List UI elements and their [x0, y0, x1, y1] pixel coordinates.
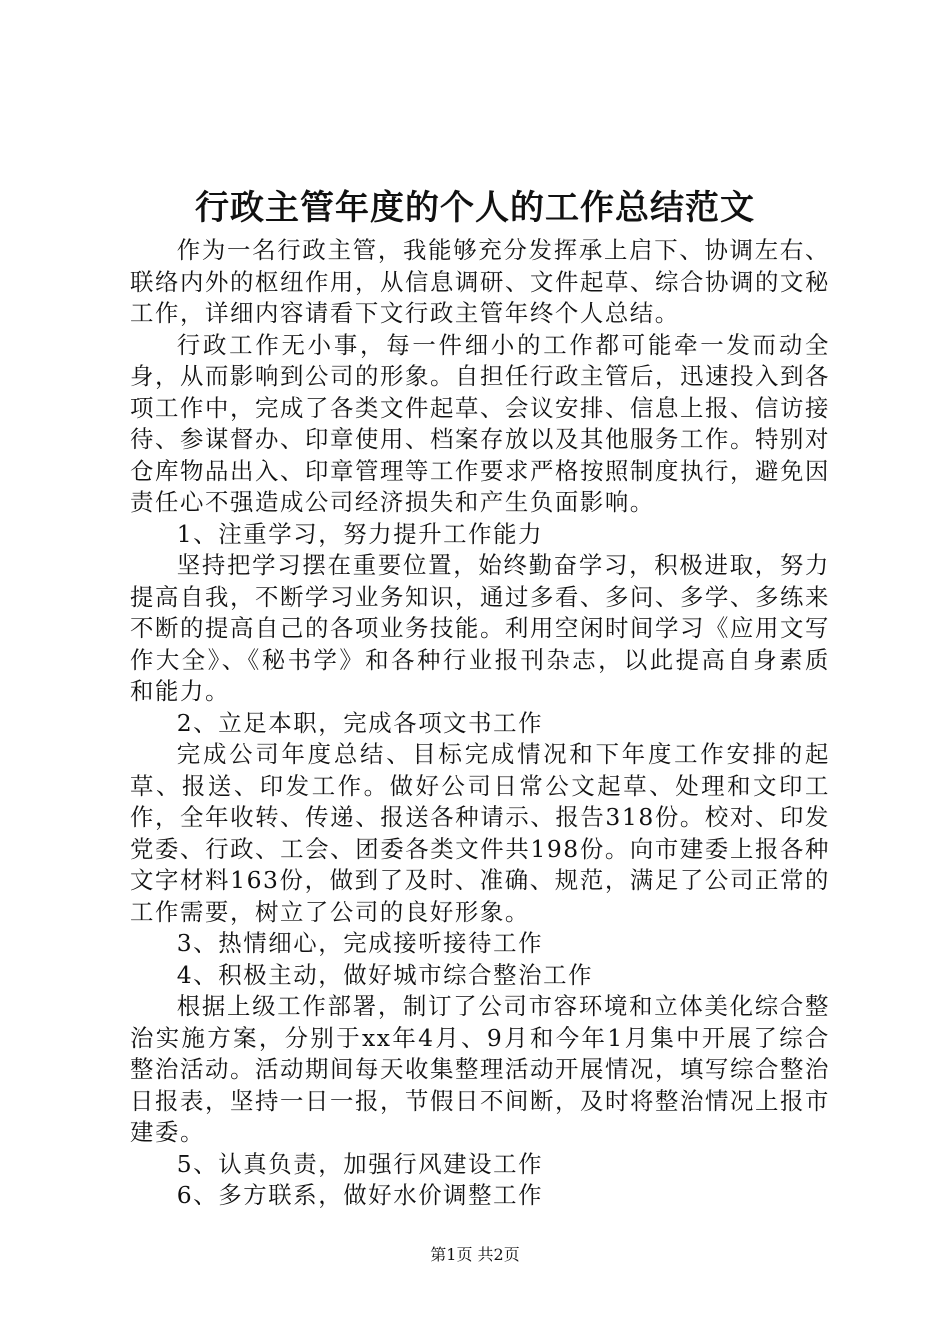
section-heading-1: 1、注重学习，努力提升工作能力 [176, 519, 544, 548]
section-heading-2: 2、立足本职，完成各项文书工作 [176, 708, 544, 737]
section-heading-6: 6、多方联系，做好水价调整工作 [176, 1181, 544, 1209]
body-paragraph: 坚持把学习摆在重要位置，始终勤奋学习，积极进取，努力提高自我，不断学习业务知识，通过多看、多问、多学、多练来不断的提高自己的各项业务技能。利用空闲时间学习《应用文写作大全》、《秘书学》和各种行业报刊杂志，以此提高自身素质和能力。 [130, 551, 830, 705]
body-paragraph: 行政工作无小事，每一件细小的工作都可能牵一发而动全身，从而影响到公司的形象。自担任行政主管后，迅速投入到各项工作中，完成了各类文件起草、会议安排、信息上报、信访接待、参谋督办、印章使用、档案存放以及其他服务工作。特别对仓库物品出入、印章管理等工作要求严格按照制度执行，避免因责任心不强造成公司经济损失和产生负面影响。 [130, 330, 830, 516]
section-heading-4: 4、积极主动，做好城市综合整治工作 [176, 960, 594, 989]
page-title: 行政主管年度的个人的工作总结范文 [195, 188, 755, 228]
section-heading-5: 5、认真负责，加强行风建设工作 [176, 1149, 544, 1178]
document-body [130, 235, 830, 1212]
body-paragraph: 完成公司年度总结、目标完成情况和下年度工作安排的起草、报送、印发工作。做好公司日常公文起草、处理和文印工作，全年收转、传递、报送各种请示、报告318份。校对、印发党委、行政、工会、团委各类文件共198份。向市建委上报各种文字材料163份，做到了及时、准确、规范，满足了公司正常的工作需要，树立了公司的良好形象。 [130, 740, 830, 926]
body-paragraph: 根据上级工作部署，制订了公司市容环境和立体美化综合整治实施方案，分别于xx年4月、9月和今年1月集中开展了综合整治活动。活动期间每天收集整理活动开展情况，填写综合整治日报表，坚持一日一报，节假日不间断，及时将整治情况上报市建委。 [130, 992, 830, 1146]
section-heading-3: 3、热情细心，完成接听接待工作 [176, 929, 544, 957]
intro-paragraph: 作为一名行政主管，我能够充分发挥承上启下、协调左右、联络内外的枢纽作用，从信息调研、文件起草、综合协调的文秘工作，详细内容请看下文行政主管年终个人总结。 [130, 236, 830, 327]
page-footer: 第1页 共2页 [430, 1245, 520, 1264]
